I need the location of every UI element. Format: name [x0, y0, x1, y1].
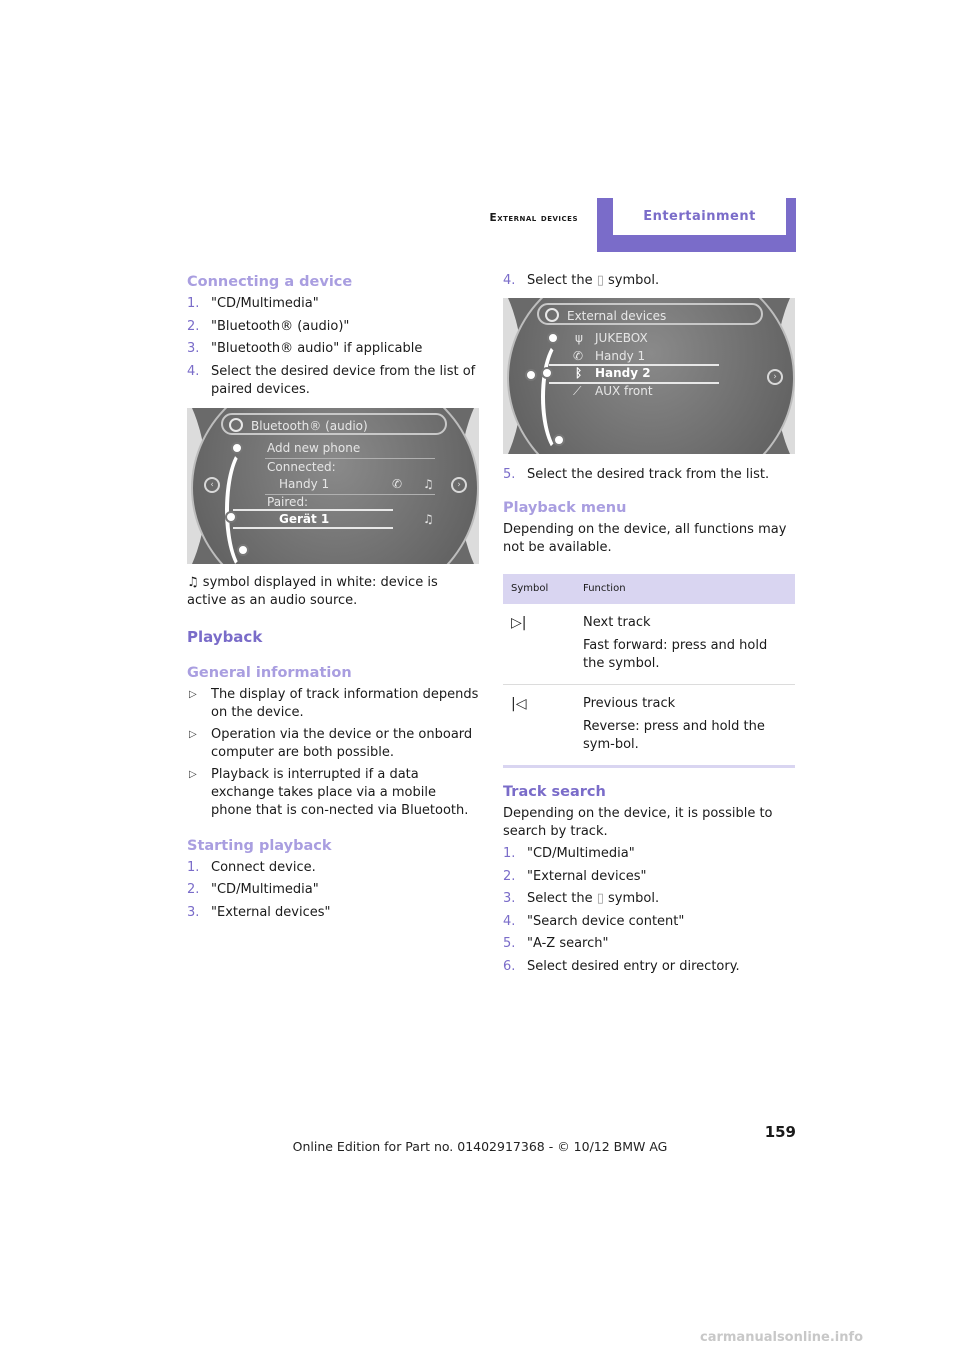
- page-number: 159: [764, 1123, 796, 1141]
- list-item: 3. "Bluetooth® audio" if applicable: [187, 341, 423, 356]
- menu-connected-label: Connected:: [267, 459, 336, 474]
- menu-device-2: Gerät 1: [279, 511, 330, 526]
- playback-menu-intro: Depending on the device, all functions may not be available.: [503, 522, 787, 555]
- bluetooth-screen-image: [187, 408, 479, 564]
- phone-icon: ✆: [392, 476, 403, 491]
- menu-add-phone: Add new phone: [267, 440, 361, 455]
- table-row: |◁ Previous track Reverse: press and hold the sym-bol.: [503, 685, 795, 767]
- external-devices-icon: ▯: [596, 891, 604, 906]
- playback-menu-heading: Playback menu: [503, 500, 627, 516]
- scroll-knob-top: [231, 442, 243, 454]
- list-item: 1. "CD/Multimedia": [187, 296, 319, 311]
- scroll-knob-left: [525, 369, 537, 381]
- list-item: 2. "External devices": [503, 868, 647, 884]
- phone-icon: ✆: [573, 349, 584, 363]
- music-note-icon: ♫: [423, 476, 434, 491]
- col-function: Function: [575, 574, 795, 604]
- menu-jukebox: JUKEBOX: [595, 331, 648, 345]
- bluetooth-icon: ᛒ: [575, 366, 583, 380]
- music-note-icon: ♫: [187, 574, 199, 590]
- left-column: [187, 272, 479, 926]
- right-arrow-icon: ›: [767, 369, 783, 385]
- list-item: 2. "Bluetooth® (audio)": [187, 318, 350, 334]
- screen-title: External devices: [537, 303, 763, 325]
- external-devices-icon: [545, 308, 559, 322]
- step-5: [503, 466, 795, 484]
- list-item: 1. Connect device.: [187, 859, 316, 875]
- list-item: 3. "External devices": [187, 904, 331, 920]
- external-devices-screen-image: [503, 298, 795, 454]
- screen-title: Bluetooth® (audio): [221, 413, 447, 435]
- scroll-knob-selected: [541, 367, 553, 379]
- aux-icon: ⟋: [573, 384, 582, 398]
- external-devices-icon: ▯: [596, 273, 604, 288]
- watermark: carmanualsonline.info: [700, 1330, 864, 1345]
- scroll-knob-top: [547, 332, 559, 344]
- chapter-title: Entertainment: [643, 209, 756, 224]
- menu-handy-1: Handy 1: [595, 349, 646, 363]
- track-search-steps: [503, 845, 795, 976]
- table-row: ▷| Next track Fast forward: press and hold the symbol.: [503, 604, 795, 685]
- menu-handy-2: Handy 2: [595, 366, 651, 380]
- list-item: 1. "CD/Multimedia": [503, 846, 635, 861]
- music-note-icon: ♫: [423, 511, 434, 526]
- list-item: 5. "A-Z search": [503, 936, 609, 951]
- bluetooth-icon: [229, 418, 243, 432]
- list-item: ▷ Operation via the device or the onboard computer are both possible.: [187, 726, 479, 762]
- section-header: External devices: [489, 212, 578, 224]
- caption: ♫ symbol displayed in white: device is active as an audio source.: [187, 574, 438, 608]
- starting-steps: [187, 859, 479, 922]
- scroll-knob-selected: [225, 511, 237, 523]
- menu-device-1: Handy 1: [279, 476, 330, 491]
- footer: Online Edition for Part no. 01402917368 - © 10/12 BMW AG: [292, 1139, 668, 1154]
- list-item: 5. Select the desired track from the list.: [503, 467, 770, 482]
- playback-heading: Playback: [187, 627, 263, 646]
- scroll-knob-bottom: [553, 434, 565, 446]
- scroll-knob-bottom: [237, 544, 249, 556]
- left-arrow-icon: ‹: [204, 477, 220, 493]
- starting-playback-heading: Starting playback: [187, 837, 332, 854]
- usb-icon: ψ: [575, 331, 583, 345]
- menu-paired-label: Paired:: [267, 494, 309, 509]
- previous-track-icon: |◁: [511, 696, 527, 712]
- chapter-tab: [597, 198, 796, 252]
- col-symbol: Symbol: [503, 574, 575, 604]
- track-search-intro: Depending on the device, it is possible to search by track.: [503, 806, 773, 839]
- list-item: ▷ Playback is interrupted if a data exchange takes place via a mobile phone that is con-nected via Bluetooth.: [187, 766, 479, 820]
- general-info-heading: General information: [187, 664, 352, 681]
- track-search-heading: Track search: [503, 784, 606, 800]
- function-table: [503, 574, 795, 768]
- list-item: 4. Select the desired device from the list of paired devices.: [187, 363, 476, 397]
- connecting-steps: [187, 295, 479, 399]
- list-item: ▷ The display of track information depends on the device.: [187, 686, 479, 722]
- list-item: 6. Select desired entry or directory.: [503, 958, 740, 974]
- menu-aux-front: AUX front: [595, 384, 653, 398]
- right-arrow-icon: ›: [451, 477, 467, 493]
- list-item: 4. "Search device content": [503, 913, 685, 929]
- list-item: 3. Select the ▯ symbol.: [503, 891, 660, 906]
- right-column: [503, 272, 795, 980]
- step-4: [503, 272, 795, 290]
- connecting-heading: Connecting a device: [187, 274, 353, 290]
- list-item: 2. "CD/Multimedia": [187, 882, 319, 897]
- general-info-list: [187, 686, 479, 820]
- next-track-icon: ▷|: [511, 615, 527, 631]
- list-item: 4. Select the ▯ symbol.: [503, 273, 660, 288]
